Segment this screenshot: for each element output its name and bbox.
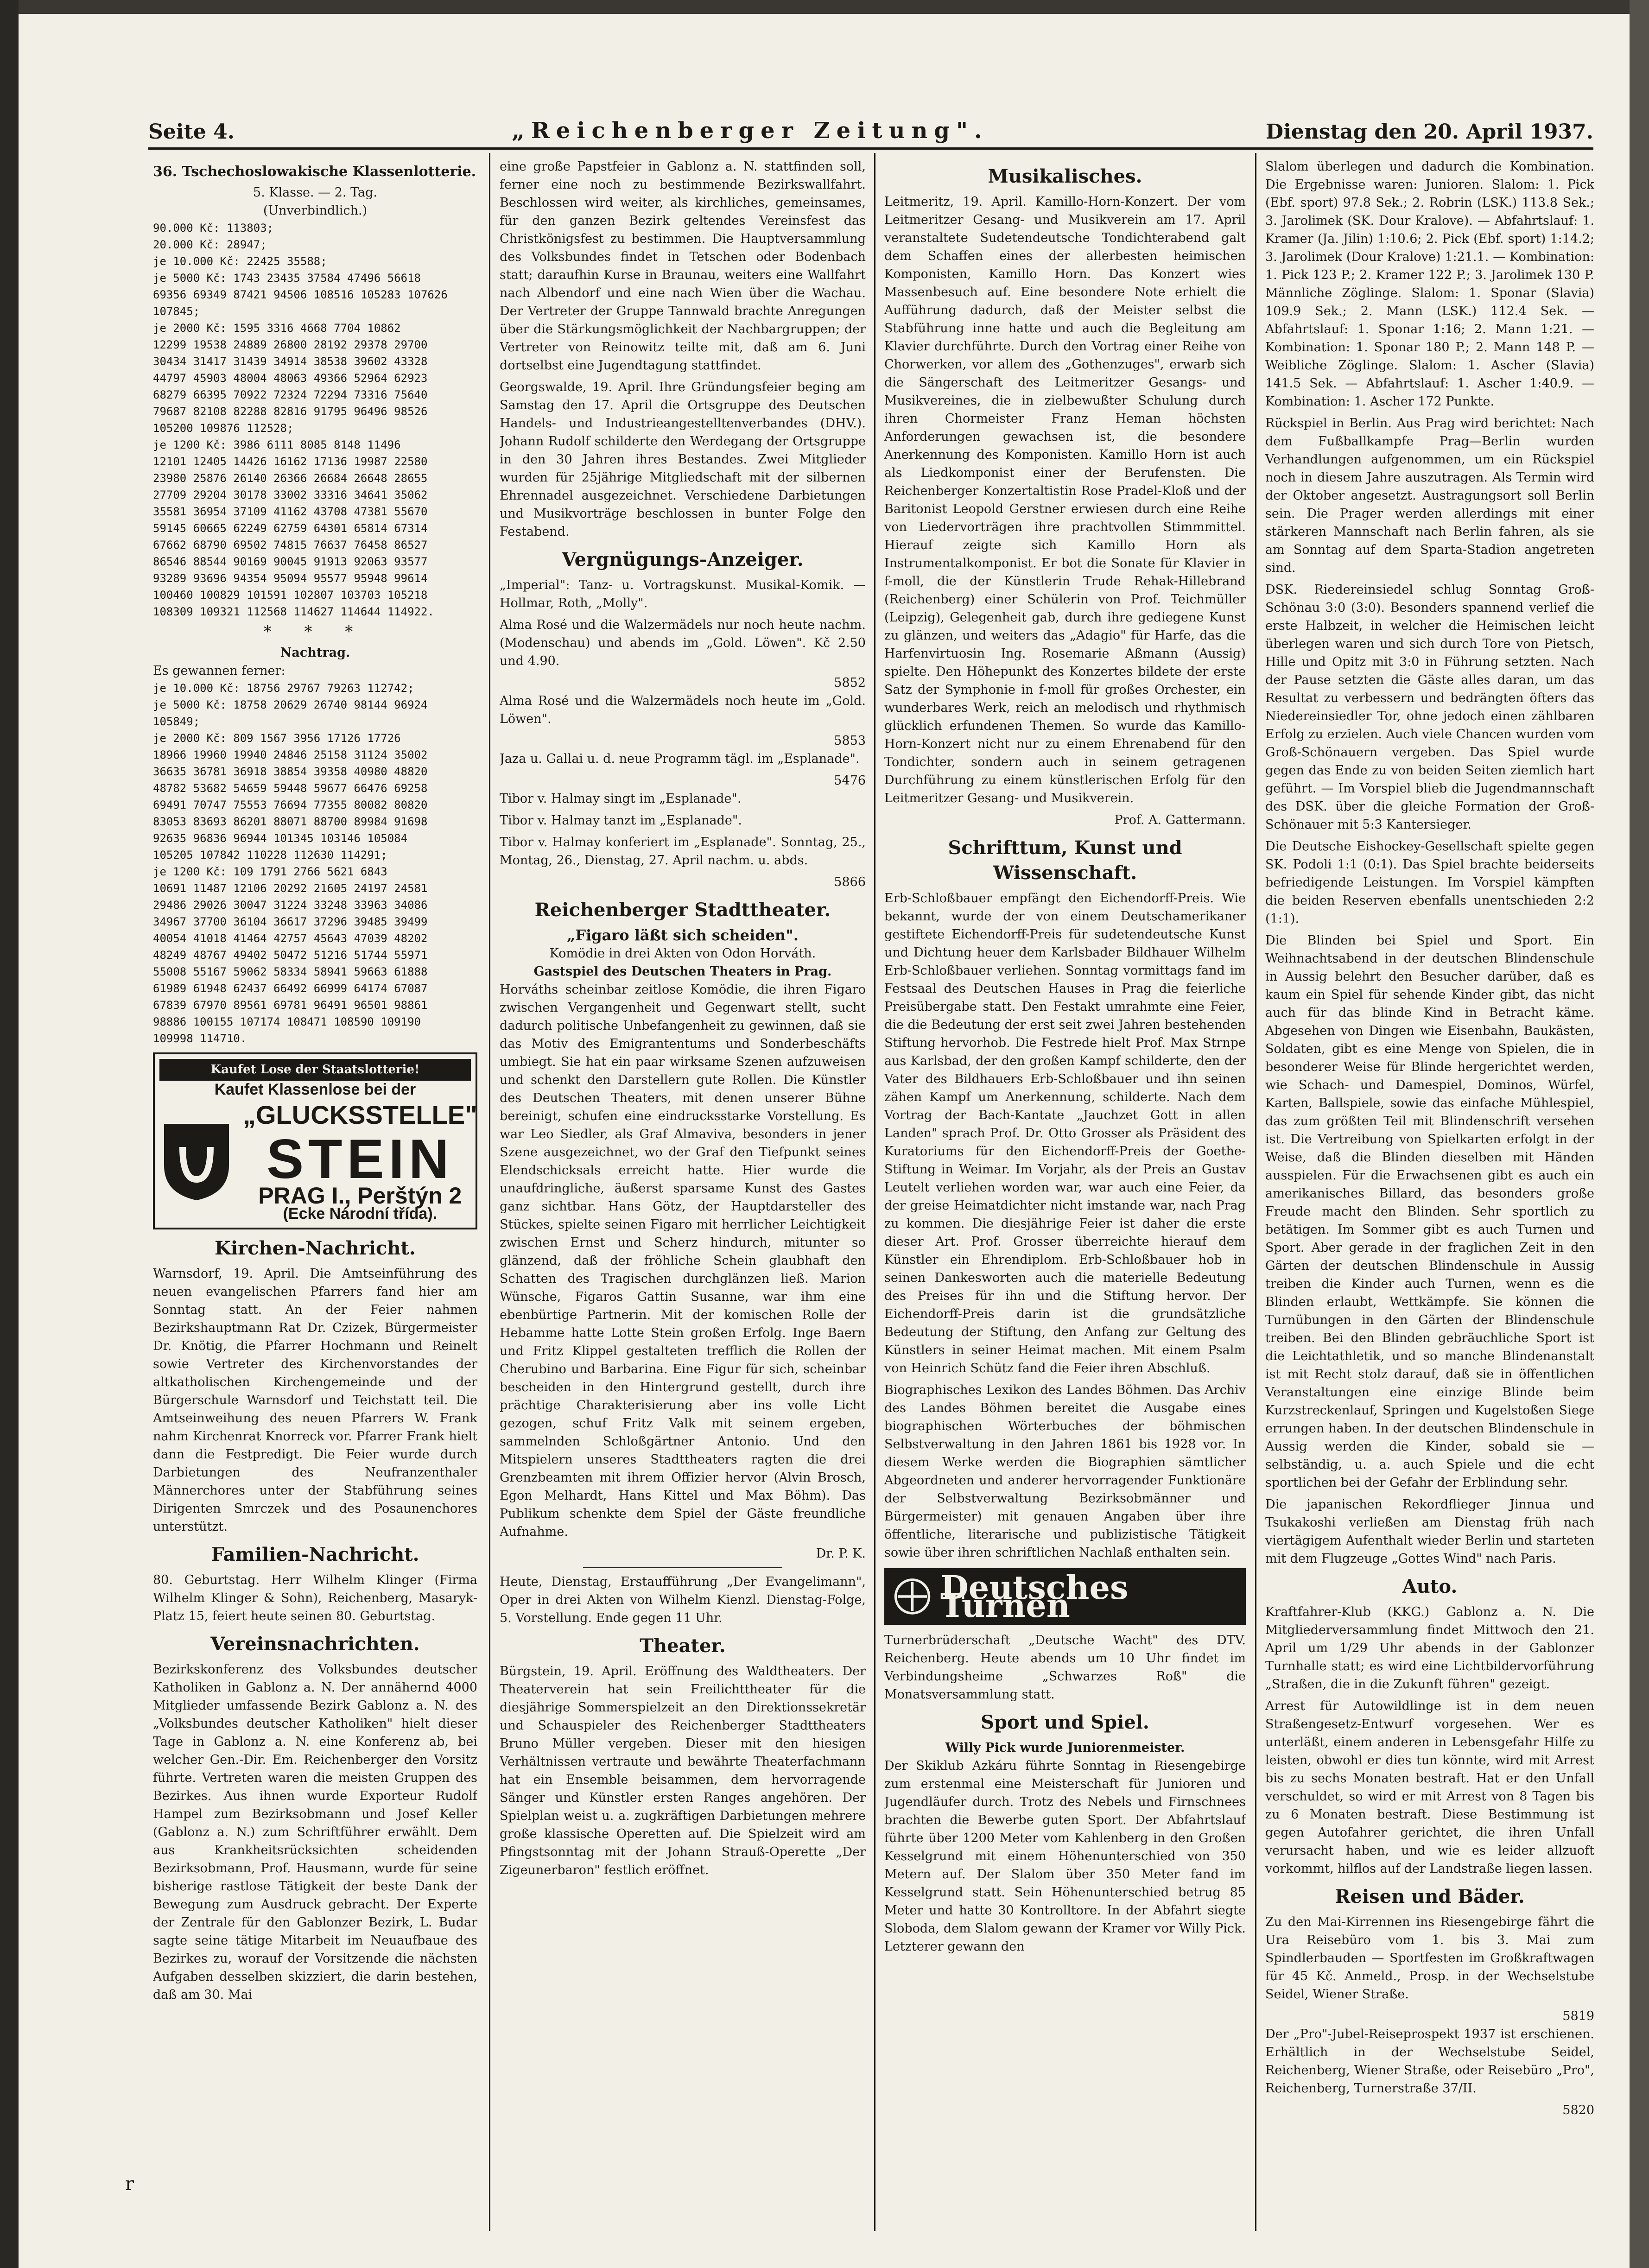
lottery-class: 5. Klasse. — 2. Tag. <box>253 185 377 200</box>
turner-cross-icon <box>894 1576 931 1617</box>
ad-shop-name: „GLUCKSSTELLE" <box>243 1100 477 1129</box>
familien-title: Familien-Nachricht. <box>211 1544 419 1565</box>
column-4 <box>1265 158 1594 2231</box>
musik-signature: Prof. A. Gattermann. <box>1114 813 1246 827</box>
verein-continued: eine große Papstfeier in Gablonz a. N. stattfinden soll, ferner eine noch zu bestimmende Bezirkswallfahrt. Beschlossen wird weiter, als kirchliches, gemeinsames, für den ganzen Bezirk geltendes Vereinsfest das Christkönigsfest zu bestimmen. Die Hauptversammlung des Volksbundes findet in Tetschen oder Bodenbach statt; daraufhin Kurse in Braunau, weiters eine Wallfahrt nach Albendorf und eine nach Wien über die Wachau. Der Vertreter der Gruppe Tannwald brachte Anregungen über die Stärkungsmöglichkeit der Nachbargruppen; der Vertreter von Reinowitz teilte mit, daß am 6. Juni dortselbst eine Jugendtagung stattfindet. <box>500 159 866 373</box>
waldtheater-article: Bürgstein, 19. April. Eröffnung des Waldtheaters. Der Theaterverein hat sein Freilichttheater für die diesjährige Sommerspielzeit an den Direktionssekretär und Schauspieler des Reichenberger Stadttheaters Bruno Müller vergeben. Dieser mit den hiesigen Verhältnissen vertraute und bewährte Theaterfachmann hat ein Ensemble beisammen, dem hervorragende Sänger und Künstler ersten Ranges angehören. Der Spielplan weist u. a. zugkräftigen Darbietungen mehrere große klassische Operetten auf. Die Spielzeit wird am Pfingstsonntag mit der Johann Strauß-Operette „Der Zigeunerbaron" festlich eröffnet. <box>500 1664 866 1877</box>
turnen-banner-text: Deutsches Turnen <box>940 1568 1129 1625</box>
play-title: „Figaro läßt sich scheiden". <box>566 926 799 944</box>
lottery-title: 36. Tschechoslowakische Klassenlotterie. <box>153 164 476 180</box>
issue-date: Dienstag den 20. April 1937. <box>1265 120 1593 144</box>
vergnuegungs-title: Vergnügungs-Anzeiger. <box>562 549 804 570</box>
georgswalde-article: Georgswalde, 19. April. Ihre Gründungsfeier beging am Samstag den 17. April die Ortsgruppe des Deutschen Handels- und Industrieangestelltenverbandes (DHV.). Johann Rudolf schilderte den Werdegang der Ortsgruppe in den 30 Jahren ihres Bestandes. Zwei Mitglieder wurden für 25jährige Mitgliedschaft mit der silbernen Ehrennadel ausgezeichnet. Verschiedene Darbietungen und Musikvorträge beschlossen in bunter Folge den Festabend. <box>500 380 866 539</box>
vergn-code: 5852 <box>834 676 866 690</box>
pro-article: Der „Pro"-Jubel-Reiseprospekt 1937 ist erschienen. Erhältlich in der Wechselstube Seidel, Reichenberg, Wiener Straße, oder Reisebüro „Pro", Reichenberg, Turnerstraße 37/II. <box>1265 2027 1594 2096</box>
lottery-numbers: 90.000 Kč: 113803; 20.000 Kč: 28947; je 10.000 Kč: 22425 35588; je 5000 Kč: 1743 23435 37584 47496 56618 69356 69349 87421 94506 108516 105283 107626 107845; je 2000 Kč: 1595 3316 4668 7704 10862 12299 19538 24889 26800 28192 29378 29700 30434 31417 31439 34914 38538 39602 43328 44797 45903 48004 48063 49366 52964 62923 68279 66395 70922 72324 72294 73316 75640 79687 82108 82288 82816 91795 96496 98526 105200 109876 112528; je 1200 Kč: 3986 6111 8085 8148 11496 12101 12405 14426 16162 17136 19987 22580 23980 25876 26140 26366 26684 26648 28655 27709 29204 30178 33002 33316 34641 35062 35581 36954 37109 41162 43708 47381 55670 59145 60665 62249 62759 64301 65814 67314 67662 68790 69502 74815 76637 76458 86527 86546 88544 90169 90045 91913 92063 93577 93289 93696 94354 95094 95577 95948 99614 100460 100829 101591 102807 103703 105218 108309 109321 112568 114627 114644 114922. <box>153 222 448 618</box>
vergn-code: 5853 <box>834 734 866 748</box>
column-rule <box>874 153 875 2231</box>
familien-article: 80. Geburtstag. Herr Wilhelm Klinger (Firma Wilhelm Klinger & Sohn), Reichenberg, Masaryk-Platz 15, feiert heute seinen 80. Geburtstag. <box>153 1573 477 1623</box>
scan-border-top <box>0 0 1649 14</box>
lexikon-article: Biographisches Lexikon des Landes Böhmen. Das Archiv des Landes Böhmen bereitet die Ausgabe eines biographischen Wörterbuches der böhmischen Selbstverwaltung in den Jahren 1861 bis 1928 vor. In diesem Werke werden die Biographien sämtlicher Abgeordneten und anderer hervorragender Funktionäre der Selbstverwaltung Bezirksobmänner und Bürgermeister) mit genauen Angaben über ihre öffentliche, literarische und publizistische Tätigkeit sowie über ihren schriftlichen Nachlaß enthalten sein. <box>884 1383 1246 1560</box>
scan-border-left <box>0 0 19 2268</box>
heute-notice: Heute, Dienstag, Erstaufführung „Der Evangelimann", Oper in drei Akten von Wilhelm Kienzl. Dienstag-Folge, 5. Vorstellung. Ende gegen 11 Uhr. <box>500 1575 866 1625</box>
verein-article: Bezirkskonferenz des Volksbundes deutscher Katholiken in Gablonz a. N. Der annähernd 4000 Mitglieder umfassende Bezirk Gablonz a. N. des „Volksbundes deutscher Katholiken" hielt dieser Tage in Gablonz a. N. eine Konferenz ab, bei welcher Gen.-Dir. Em. Reichenberger den Vorsitz führte. Vertreten waren die meisten Gruppen des Bezirkes. Aus ihnen wurde Exporteur Rudolf Hampel zum Bezirksobmann und Josef Keller (Gablonz a. N.) zum Schriftführer erwählt. Dem aus Krankheitsrücksichten scheidenden Bezirksobmann, Prof. Hausmann, wurde für seine bisherige rastlose Tätigkeit der beste Dank der Bewegung zum Ausdruck gebracht. Der Experte der Zentrale für den Gablonzer Bezirk, L. Budar sagte seine tätige Mitarbeit im Neuaufbaue des Bezirkes zu, worauf der Vorsitzende die nächsten Aufgaben desselben skizziert, die darin bestehen, daß am 30. Mai <box>153 1662 477 2002</box>
vergn-item: Tibor v. Halmay konferiert im „Esplanade". Sonntag, 25., Montag, 26., Dienstag, 27. April nachm. u. abds. <box>500 835 866 868</box>
vergn-item: „Imperial": Tanz- u. Vortragskunst. Musikal-Komik. — Hollmar, Roth, „Molly". <box>500 578 866 610</box>
eichendorff-article: Erb-Schloßbauer empfängt den Eichendorff-Preis. Wie bekannt, wurde der von einem Deutschamerikaner gestiftete Eichendorff-Preis für sudetendeutsche Kunst und Dichtung heuer dem Karlsbader Bildhauer Wilhelm Erb-Schloßbauer verliehen. Sonntag vormittags fand im Festsaal des Deutschen Hauses in Prag die feierliche Preisübergabe statt. Den Festakt umrahmte eine Feier, die die Bedeutung der erst seit zwei Jahren bestehenden Stiftung hervorhob. Die Festrede hielt Prof. Max Strnpe aus Karlsbad, der den großen Kampf schilderte, den der Vater des Bildhauers Erb-Schloßbauer und ihn seinen zähen Kampf um Anerkennung, schilderte. Nach dem Vortrag der Bach-Kantate „Jauchzet Gott in allen Landen" sprach Prof. Dr. Otto Grosser als Präsident des Kuratoriums für den Eichendorff-Preis der Goethe-Stiftung in Weimar. Im Vorjahr, als der Preis an Gustav Leutelt verliehen worden war, war auch eine Feier, da der greise Heimatdichter nicht imstande war, nach Prag zu kommen. Die diesjährige Feier ist daher die erste dieser Art. Prof. Grosser überreichte hierauf dem Künstler ein Ehrendiplom. Erb-Schloßbauer hob in seinen Dankesworten auch die materielle Bedeutung des Preises für ihn und die Stiftung hervor. Der Eichendorff-Preis darin ist die grundsätzliche Bedeutung der Stiftung, den Anfang zur Geltung des Künstlers in seiner Heimat machen. Mit einem Psalm von Heinrich Schütz fand die Feier ihren Abschluß. <box>884 891 1246 1375</box>
divider <box>583 1567 782 1568</box>
page-number: Seite 4. <box>148 120 235 144</box>
theater-title: Theater. <box>640 1635 726 1657</box>
theater-review: Horváths scheinbar zeitlose Komödie, die ihren Figaro zwischen Vergangenheit und Gegenwart stellt, sucht dadurch politische Unbefangenheit zu gewinnen, daß sie das Motiv des Emigrantentums und Sonderbeschäfts umbiegt. Sie hat ein paar wirksame Szenen aufzuweisen und schenkt den Darstellern gute Rollen. Die Künstler des Deutschen Theaters, mit denen unserer Bühne bereinigt, schufen eine eindrucksstarke Vorstellung. Es war Leo Siedler, als Graf Almaviva, besonders in jener Szene ausgezeichnet, wo der Graf den Tiefpunkt seines Elendschicksals erreicht hatte. Hier wurde die unaufdringliche, äußerst sparsame Kunst des Gastes ganz sichtbar. Hans Götz, der Hauptdarsteller des Stückes, spielte seinen Figaro mit herrlicher Leichtigkeit zwischen Ernst und Scherz hindurch, mitunter so glänzend, daß der fröhliche Schein glaubhaft den Schatten des Tragischen durchglänzen ließ. Marion Wünsche, Figaros Gattin Susanne, war ihm eine ebenbürtige Partnerin. Mit der komischen Rolle der Hebamme hatte Lotte Stein großen Erfolg. Inge Baern und Fritz Klippel gestalteten trefflich die Rollen der Cherubino und Barbarina. Eine Figur für sich, scheinbar bescheiden in den Hintergrund gestellt, durch ihre prächtige Charakterisierung aber ins volle Licht gezogen, schuf Fritz Valk mit seinem ergeben, sammelnden Schloßgärtner Antonio. Und den Mitspielern unseres Stadttheaters ragten die drei Grenzbeamten mit ihrem Offizier hervor (Alvin Brosch, Egon Melhardt, Hans Kittel und Max Böhm). Das Publikum schenkte dem Spiel der Gäste freundliche Aufnahme. <box>500 982 866 1539</box>
reisen-code: 5819 <box>1562 2009 1594 2023</box>
musik-article: Leitmeritz, 19. April. Kamillo-Horn-Konzert. Der vom Leitmeritzer Gesang- und Musikverein am 17. April veranstaltete Sudetendeutsche Tondichterabend galt dem Schaffen eines der allerbesten heimischen Komponisten, Kamillo Horn. Das Konzert wies Massenbesuch auf. Eine besondere Note erhielt die Aufführung dadurch, daß der Meister selbst die Stabführung inne hatte und auch die Begleitung am Klavier durchführte. Durch den Vortrag einer Reihe von Chorwerken, vor allem des „Gothenzuges", erwarb sich die Sängerschaft des Leitmeritzer Gesangs- und Musikvereines, die in zielbewußter Schulung durch ihren Chormeister Franz Heman höchsten Anforderungen gewachsen ist, die besondere Anerkennung des Komponisten. Kamillo Horn ist auch als Liedkomponist einer der Berufensten. Die Reichenberger Konzertaltistin Rose Pradel-Kloß und der Baritonist Leopold Gerstner erwiesen durch eine Reihe von Liedervorträgen ihre prachtvollen Stimmmittel. Hierauf zeigte sich Kamillo Horn als Instrumentalkomponist. Er bot die Sonate für Klavier in f-moll, die der Künstlerin Trude Rehak-Hillebrand (Reichenberg) einer Schülerin von Prof. Teichmüller (Leipzig), Gelegenheit gab, durch ihre gediegene Kunst zu glänzen, und weiters das „Adagio" für Harfe, das die Harfenvirtuosin Ing. Rosemarie Aßmann (Aussig) spielte. Den Höhepunkt des Konzertes bildete der erste Satz der Symphonie in f-moll für großes Orchester, ein wunderbares Werk, reich an melodisch und rhythmisch glücklich erfundenen Themen. So wurde das Kamillo-Horn-Konzert nicht nur zu einem Ehrenabend für den Tondichter, sondern auch in seinem getragenen Durchführung zu einem künstlerischen Erfolg für den Leitmeritzer Gesang- und Musikverein. <box>884 195 1246 805</box>
sport-article: Der Skiklub Azkáru führte Sonntag in Riesengebirge zum erstenmal eine Meisterschaft für Junioren und Jugendläufer durch. Trotz des Nebels und Firnschnees brachten die Bewerbe guten Sport. Der Abfahrtslauf führte über 1200 Meter vom Kahlenberg in den Großen Kesselgrund mit einem Höhenunterschied von 350 Metern auf. Der Slalom über 350 Meter fand im Kesselgrund statt. Sein Höhenunterschied betrug 85 Meter und hatte 30 Kontrolltore. In der Abfahrt siegte Sloboda, dem Slalom gewann der Kramer vor Willy Pick. Letzterer gewann den <box>884 1759 1246 1954</box>
review-signature: Dr. P. K. <box>816 1546 866 1561</box>
kirchen-article: Warnsdorf, 19. April. Die Amtseinführung des neuen evangelischen Pfarrers fand hier am Sonntag statt. An der Feier nahmen Bezirkshauptmann Rat Dr. Czizek, Bürgermeister Dr. Knötig, die Pfarrer Hochmann und Reinelt sowie Vertreter des Kirchenvorstandes der altkatholischen Kirchengemeinde und der Bürgerschule Warnsdorf und Teichstatt teil. Die Amtseinweihung des neuen Pfarrers W. Frank nahm Kirchenrat Knorreck vor. Pfarrer Frank hielt dann die Festpredigt. Die Feier wurde durch Darbietungen des Neufranzenthaler Männerchores unter der Stabführung seines Dirigenten Smrczek und des Posaunenchores unterstützt. <box>153 1267 477 1534</box>
horseshoe-shield-icon <box>159 1119 234 1203</box>
turnen-banner <box>884 1568 1246 1625</box>
play-guest: Gastspiel des Deutschen Theaters in Prag. <box>533 964 832 979</box>
schrifttum-title: Schrifttum, Kunst und Wissenschaft. <box>948 837 1182 884</box>
nachtrag-intro: Es gewannen ferner: <box>153 664 285 678</box>
column-rule <box>1255 153 1256 2231</box>
column-3 <box>884 158 1246 2231</box>
vergn-item: Tibor v. Halmay singt im „Esplanade". <box>500 792 742 806</box>
vergn-item: Jaza u. Gallai u. d. neue Programm tägl. im „Esplanade". <box>500 752 860 766</box>
lottery-advertisement <box>153 1052 477 1229</box>
pro-code: 5820 <box>1562 2103 1594 2117</box>
turnen-article: Turnerbrüderschaft „Deutsche Wacht" des DTV. Reichenberg. Heute abends um 10 Uhr findet im Verbindungsheime „Schwarzes Roß" die Monatsversammlung statt. <box>884 1633 1246 1702</box>
dsk-article: DSK. Riedereinsiedel schlug Sonntag Groß-Schönau 3:0 (3:0). Besonders spannend verlief die erste Halbzeit, in welcher die Heimischen leicht überlegen waren und sich durch Tore von Pietsch, Hille und Opitz mit 3:0 in Führung setzten. Nach der Pause setzten die Gäste alles daran, um das Resultat zu verbessern und bedrängten öfters das Niedereinsiedler Tor, ohne jedoch einen zählbaren Erfolg zu erzielen. Auch viele Chancen wurden vom Groß-Schönauern vergeben. Das Spiel wurde gegen das Ende zu von beiden Seiten ziemlich hart geführt. — Im Vorspiel blieb die Jugendmannschaft des DSK. über die gleiche Formation der Groß-Schönauer mit 5:3 Kantersieger. <box>1265 583 1594 832</box>
ad-shop-brand: STEIN <box>266 1128 454 1190</box>
stadttheater-title: Reichenberger Stadttheater. <box>534 899 831 921</box>
column-rule <box>489 153 490 2231</box>
auto-article: Kraftfahrer-Klub (KKG.) Gablonz a. N. Die Mitgliederversammlung findet Mittwoch den 21. April um 1/29 Uhr abends in der Gablonzer Turnhalle statt; es wird eine Lichtbildervorführung „Straßen, die in die Zukunft führen" gezeigt. <box>1265 1605 1594 1691</box>
nachtrag-numbers: je 10.000 Kč: 18756 29767 79263 112742; je 5000 Kč: 18758 20629 26740 98144 96924 105849; je 2000 Kč: 809 1567 3956 17126 17726 18966 19960 19940 24846 25158 31124 35002 36635 36781 36918 38854 39358 40980 48820 48782 53682 54659 59448 59677 66476 69258 69491 70747 75553 76694 77355 80082 80820 83053 83693 86201 88071 88700 89984 91698 92635 96836 96944 101345 103146 105084 105205 107842 110228 112630 114291; je 1200 Kč: 109 1791 2766 5621 6843 10691 11487 12106 20292 21605 24197 24581 29486 29026 30047 31224 33248 33963 34086 34967 37700 36104 36617 37296 39485 39499 40054 41018 41464 42757 45643 47039 48202 48249 48767 49402 50472 51216 51744 55971 55008 55167 59062 58334 58941 59663 61888 61989 61948 62437 66492 66999 64174 67087 67839 67970 89561 69781 96491 96501 98861 98886 100155 107174 108471 108590 109190 109998 114710. <box>153 682 428 1045</box>
rueckspiel-article: Rückspiel in Berlin. Aus Prag wird berichtet: Nach dem Fußballkampfe Prag—Berlin wurden Verhandlungen aufgenommen, um ein Rückspiel noch in diesem Jahre auszutragen. Als Termin wird der Oktober angesetzt. Austragungsort soll Berlin sein. Die Prager werden allerdings mit einer stärkeren Mannschaft nach Berlin fahren, als sie am Sonntag auf dem Sparta-Stadion angetreten sind. <box>1265 416 1594 575</box>
scan-border-right <box>1630 0 1649 2268</box>
column-1 <box>153 158 477 2231</box>
nachtrag-title: Nachtrag. <box>280 646 350 660</box>
kirchen-title: Kirchen-Nachricht. <box>215 1237 416 1259</box>
eishockey-article: Die Deutsche Eishockey-Gesellschaft spielte gegen SK. Podoli 1:1 (0:1). Das Spiel brachte beiderseits befriedigende Leistungen. Im Vorspiel kämpften die beiden Reserven ebenfalls unentschieden 2:2 (1:1). <box>1265 839 1594 926</box>
ad-line: Kaufet Klassenlose bei der <box>214 1081 416 1098</box>
vergn-item: Alma Rosé und die Walzermädels noch heute im „Gold. Löwen". <box>500 694 866 726</box>
auto-title: Auto. <box>1402 1576 1458 1597</box>
ad-address-corner: (Ecke Národní třída). <box>283 1205 438 1223</box>
ad-bar: Kaufet Lose der Staatslotterie! <box>159 1059 471 1081</box>
section-stars: * * * <box>263 622 367 641</box>
vergn-code: 5866 <box>834 875 866 889</box>
vergn-code: 5476 <box>834 773 866 788</box>
vergn-item: Tibor v. Halmay tanzt im „Esplanade". <box>500 813 742 828</box>
japan-article: Die japanischen Rekordflieger Jinnua und Tsukakoshi verließen am Dienstag früh nach viertägigem Aufenthalt wieder Berlin und starteten mit dem Flugzeuge „Gottes Wind" nach Paris. <box>1265 1497 1594 1566</box>
newspaper-title: „Reichenberger Zeitung". <box>512 118 989 144</box>
vergn-item: Alma Rosé und die Walzermädels nur noch heute nachm. (Modenschau) und abends im „Gold. Löwen". Kč 2.50 und 4.90. <box>500 618 866 668</box>
blinden-article: Die Blinden bei Spiel und Sport. Ein Weihnachtsabend in der deutschen Blindenschule in Aussig belehrt den Besucher darüber, daß es kaum ein Spiel für sehende Kinder gibt, das nicht auch für das blinde Kind in Betracht käme. Abgesehen von Dingen wie Eisenbahn, Baukästen, Soldaten, gibt es eine Menge von Spielen, die in besonderer Weise für Blinde hergerichtet werden, wie Schach- und Damespiel, Dominos, Würfel, Karten, Ballspiele, sowie das einfache Mühlespiel, das zum größten Teil mit Blindenschrift versehen ist. Die Vertreibung von Spielkarten erfolgt in der Weise, daß die Blinden dieselben mit Händen ausspielen. Für die Erwachsenen gibt es auch ein amerikanisches Billard, das besonders große Freude macht den Blinden. Sehr sportlich zu betätigen. Im Sommer gibt es auch Turnen und Sport. Aber gerade in der fraglichen Zeit in den Gärten der deutschen Blindenschule in Aussig treiben die Kinder auch Turnen, wenn es die Blinden erlaubt, Wettkämpfe. Sie können die Turnübungen in den Gärten der Blindenschule treiben. Bei den Blinden gebräuchliche Sport ist die Leichtathletik, und so manche Blindenanstalt ist mit Recht stolz darauf, daß sie in öffentlichen Veranstaltungen eine einzige Blinde beim Kurzstreckenlauf, Springen und Kugelstoßen Siege errungen haben. In der deutschen Blindenschule in Aussig werden die Kinder, sobald sie — selbständig, u. a. auch Spiele und die echt sportlichen bei der Gefahr der Erblindung sehr. <box>1265 933 1594 1490</box>
footer-mark: r <box>125 2173 134 2195</box>
lottery-note: (Unverbindlich.) <box>263 203 368 218</box>
verein-title: Vereinsnachrichten. <box>210 1633 420 1655</box>
page-header <box>148 111 1593 144</box>
play-subtitle: Komödie in drei Akten von Odon Horváth. <box>549 946 816 961</box>
sport-subtitle: Willy Pick wurde Juniorenmeister. <box>945 1741 1185 1755</box>
reisen-title: Reisen und Bäder. <box>1335 1886 1525 1907</box>
column-2 <box>500 158 866 2231</box>
sport-results: Slalom überlegen und dadurch die Kombination. Die Ergebnisse waren: Junioren. Slalom: 1. Pick (Ebf. sport) 97.8 Sek.; 2. Robrin (LSK.) 113.8 Sek.; 3. Jarolimek (SK. Dour Kralove). — Abfahrtslauf: 1. Kramer (Ja. Jilin) 1:10.6; 2. Pick (Ebf. sport) 1:14.2; 3. Jarolimek (Dour Kralove) 1:21.1. — Kombination: 1. Pick 123 P.; 2. Kramer 122 P.; 3. Jarolimek 130 P. Männliche Zöglinge. Slalom: 1. Sponar (Slavia) 109.9 Sek.; 2. Mann (LSK.) 112.4 Sek. — Abfahrtslauf: 1. Sponar 1:16; 2. Mann 1:21. — Kombination: 1. Sponar 180 P.; 2. Mann 148 P. — Weibliche Zöglinge. Slalom: 1. Ascher (Slavia) 141.5 Sek. — Abfahrtslauf: 1. Ascher 1:40.9. — Kombination: 1. Ascher 172 Punkte. <box>1265 159 1594 409</box>
sport-title: Sport und Spiel. <box>981 1711 1149 1733</box>
arrest-article: Arrest für Autowildlinge ist in dem neuen Straßengesetz-Entwurf vorgesehen. Wer es unterläßt, einem anderen in Lebensgefahr Hilfe zu leisten, obwohl er dies tun könnte, wird mit Arrest bis zu sechs Monaten bestraft. Hat er den Unfall verschuldet, so wird er mit Arrest von 8 Tagen bis zu 6 Monaten bestraft. Diese Bestimmung ist gegen Autofahrer gerichtet, die ihren Unfall verursacht haben, und wie es leider allzuoft vorkommt, hilflos auf der Landstraße liegen lassen. <box>1265 1699 1594 1876</box>
reisen-article: Zu den Mai-Kirrennen ins Riesengebirge fährt die Ura Reisebüro vom 1. bis 3. Mai zum Spindlerbauden — Sportfesten im Großkraftwagen für 45 Kč. Anmeld., Prosp. in der Wechselstube Seidel, Wiener Straße. <box>1265 1915 1594 2002</box>
header-rule <box>148 147 1593 150</box>
ad-address: PRAG I., Perštýn 2 <box>258 1183 462 1209</box>
musik-title: Musikalisches. <box>988 165 1142 187</box>
